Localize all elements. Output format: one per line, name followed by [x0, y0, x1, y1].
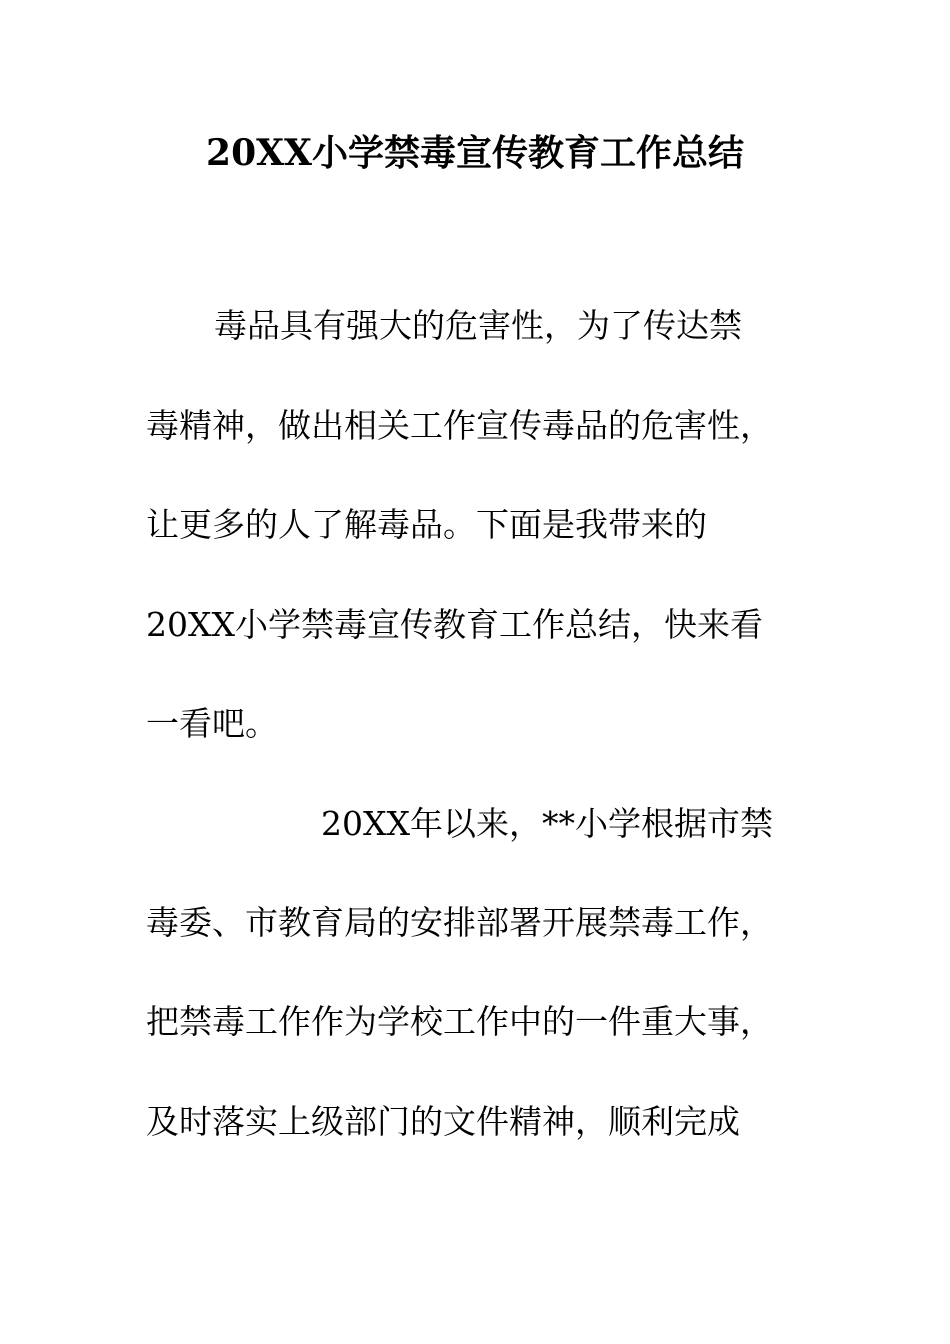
paragraph-line: 一看吧。: [146, 704, 278, 743]
paragraph-line: 及时落实上级部门的文件精神，顺利完成: [146, 1102, 740, 1141]
paragraph-line: 20XX小学禁毒宣传教育工作总结，快来看: [146, 605, 763, 644]
paragraph-line: 把禁毒工作作为学校工作中的一件重大事，: [146, 1002, 773, 1041]
paragraph-line: 毒委、市教育局的安排部署开展禁毒工作，: [146, 903, 773, 942]
paragraph-line: 毒品具有强大的危害性，为了传达禁: [214, 306, 742, 345]
paragraph-line: 20XX年以来，**小学根据市禁: [321, 804, 773, 843]
document-title: 20XX小学禁毒宣传教育工作总结: [206, 132, 744, 174]
paragraph-line: 毒精神，做出相关工作宣传毒品的危害性，: [146, 406, 773, 445]
paragraph-line: 让更多的人了解毒品。下面是我带来的: [146, 505, 707, 544]
